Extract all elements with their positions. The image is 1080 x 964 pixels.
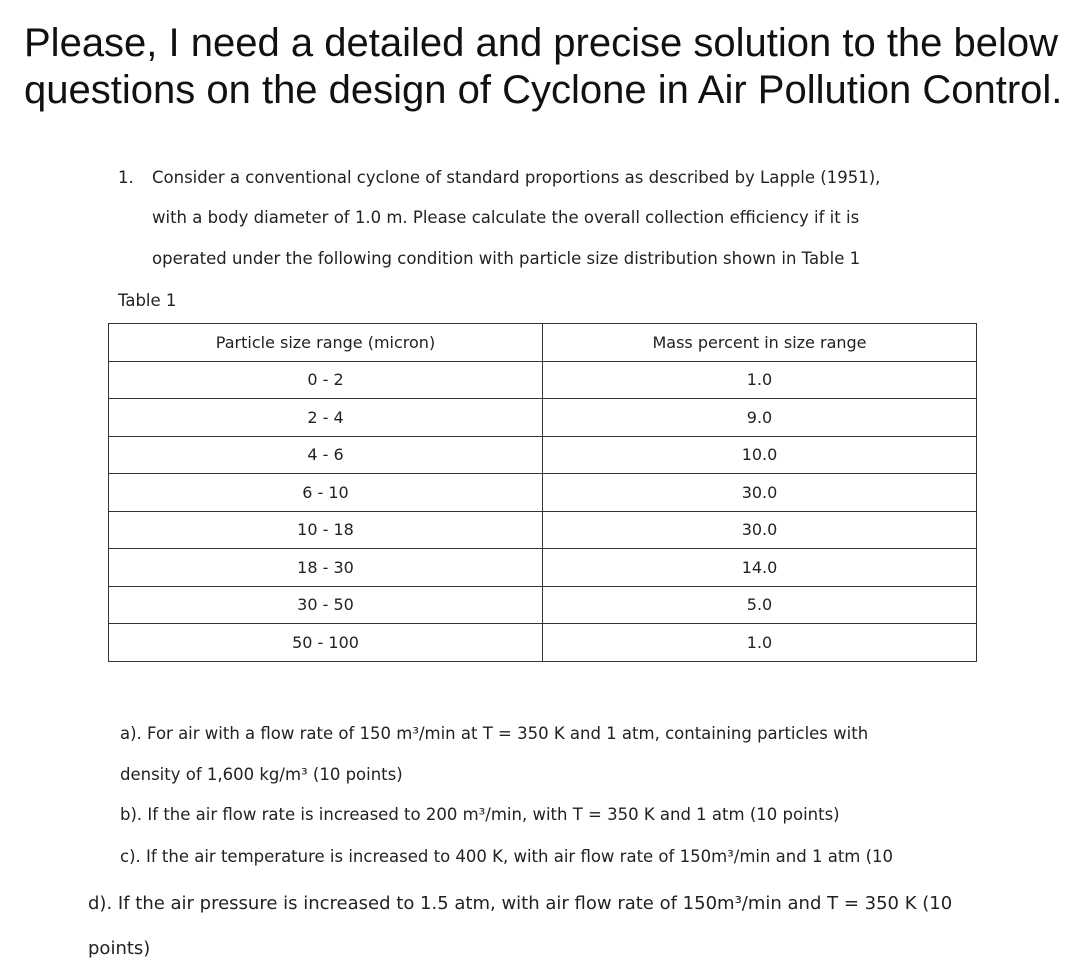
size-range-cell: 18 - 30 (109, 549, 543, 587)
table-row (109, 474, 977, 512)
mass-percent-cell: 9.0 (543, 399, 977, 437)
table-row (109, 399, 977, 437)
table-row (109, 511, 977, 549)
particle-size-table (108, 323, 977, 662)
size-range-cell: 6 - 10 (109, 474, 543, 512)
question-line-3: operated under the following condition with particle size distribution shown in Table 1 (152, 249, 861, 268)
header-particle-size: Particle size range (micron) (109, 324, 543, 362)
question-number: 1. (118, 168, 134, 187)
mass-percent-cell: 5.0 (543, 586, 977, 624)
size-range-cell: 2 - 4 (109, 399, 543, 437)
mass-percent-cell: 1.0 (543, 624, 977, 662)
part-d-line-1: d). If the air pressure is increased to 1.5 atm, with air flow rate of 150m³/min and T = 350 K (10 (88, 893, 953, 914)
request-heading: Please, I need a detailed and precise solution to the below questions on the design of Cyclone in Air Pollution Control. (24, 21, 1063, 112)
header-mass-percent: Mass percent in size range (543, 324, 977, 362)
part-c: c). If the air temperature is increased to 400 K, with air flow rate of 150m³/min and 1 atm (10 (120, 847, 894, 866)
mass-percent-cell: 10.0 (543, 436, 977, 474)
part-a-line-2: density of 1,600 kg/m³ (10 points) (120, 765, 403, 784)
size-range-cell: 4 - 6 (109, 436, 543, 474)
size-range-cell: 10 - 18 (109, 511, 543, 549)
part-a-line-1: a). For air with a flow rate of 150 m³/min at T = 350 K and 1 atm, containing particles with (120, 724, 869, 743)
table-caption: Table 1 (118, 291, 177, 310)
size-range-cell: 0 - 2 (109, 361, 543, 399)
size-range-cell: 50 - 100 (109, 624, 543, 662)
mass-percent-cell: 30.0 (543, 511, 977, 549)
part-b: b). If the air flow rate is increased to 200 m³/min, with T = 350 K and 1 atm (10 points) (120, 805, 840, 824)
part-d-line-2: points) (88, 938, 151, 959)
table-header-row (109, 324, 977, 362)
question-line-1: Consider a conventional cyclone of standard proportions as described by Lapple (1951), (152, 168, 881, 187)
question-line-2: with a body diameter of 1.0 m. Please calculate the overall collection efficiency if it is (152, 208, 860, 227)
table-row (109, 549, 977, 587)
mass-percent-cell: 14.0 (543, 549, 977, 587)
size-range-cell: 30 - 50 (109, 586, 543, 624)
table-row (109, 436, 977, 474)
table-row (109, 361, 977, 399)
mass-percent-cell: 1.0 (543, 361, 977, 399)
table-row (109, 624, 977, 662)
table-row (109, 586, 977, 624)
mass-percent-cell: 30.0 (543, 474, 977, 512)
